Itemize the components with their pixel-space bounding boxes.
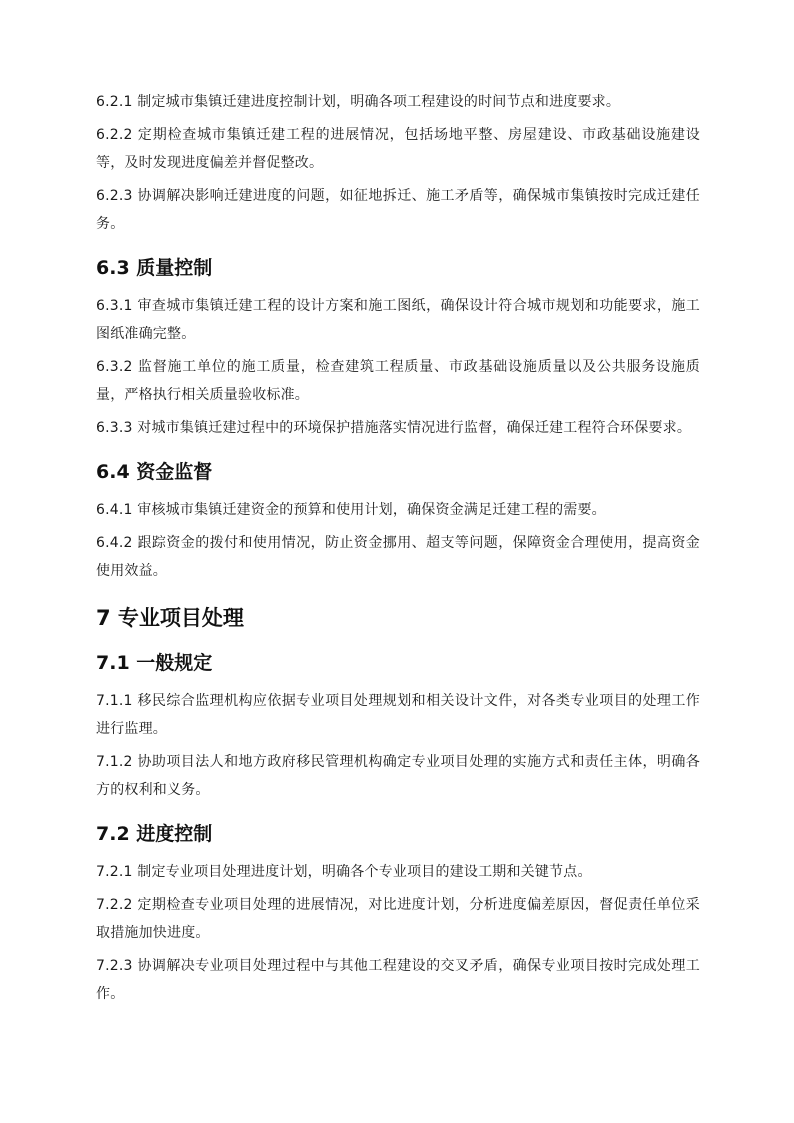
paragraph-6-3-3: 6.3.3 对城市集镇迁建过程中的环境保护措施落实情况进行监督，确保迁建工程符合环保要求。 — [96, 420, 692, 436]
paragraph-7-2-2: 7.2.2 定期检查专业项目处理的进展情况，对比进度计划，分析进度偏差原因，督促责任单位采取措施加快进度。 — [96, 897, 700, 941]
paragraph-6-3-2: 6.3.2 监督施工单位的施工质量，检查建筑工程质量、市政基础设施质量以及公共服务设施质量，严格执行相关质量验收标准。 — [96, 359, 700, 403]
heading-7-1: 7.1 一般规定 — [96, 652, 213, 674]
heading-7: 7 专业项目处理 — [96, 606, 244, 630]
paragraph-7-1-1: 7.1.1 移民综合监理机构应依据专业项目处理规划和相关设计文件，对各类专业项目的处理工作进行监理。 — [96, 693, 700, 737]
paragraph-6-4-1: 6.4.1 审核城市集镇迁建资金的预算和使用计划，确保资金满足迁建工程的需要。 — [96, 502, 606, 518]
heading-6-4: 6.4 资金监督 — [96, 461, 213, 483]
paragraph-6-4-2: 6.4.2 跟踪资金的拨付和使用情况，防止资金挪用、超支等问题，保障资金合理使用，提高资金使用效益。 — [96, 535, 700, 579]
paragraph-7-2-1: 7.2.1 制定专业项目处理进度计划，明确各个专业项目的建设工期和关键节点。 — [96, 864, 592, 880]
heading-6-3: 6.3 质量控制 — [96, 257, 213, 279]
paragraph-6-2-1: 6.2.1 制定城市集镇迁建进度控制计划，明确各项工程建设的时间节点和进度要求。 — [96, 94, 621, 110]
document-page — [96, 88, 700, 1013]
heading-7-2: 7.2 进度控制 — [96, 823, 213, 845]
paragraph-6-2-3: 6.2.3 协调解决影响迁建进度的问题，如征地拆迁、施工矛盾等，确保城市集镇按时完成迁建任务。 — [96, 188, 700, 232]
paragraph-7-2-3: 7.2.3 协调解决专业项目处理过程中与其他工程建设的交叉矛盾，确保专业项目按时完成处理工作。 — [96, 958, 700, 1002]
paragraph-7-1-2: 7.1.2 协助项目法人和地方政府移民管理机构确定专业项目处理的实施方式和责任主体，明确各方的权利和义务。 — [96, 754, 700, 798]
paragraph-6-2-2: 6.2.2 定期检查城市集镇迁建工程的进展情况，包括场地平整、房屋建设、市政基础设施建设等，及时发现进度偏差并督促整改。 — [96, 127, 700, 171]
paragraph-6-3-1: 6.3.1 审查城市集镇迁建工程的设计方案和施工图纸，确保设计符合城市规划和功能要求，施工图纸准确完整。 — [96, 298, 700, 342]
